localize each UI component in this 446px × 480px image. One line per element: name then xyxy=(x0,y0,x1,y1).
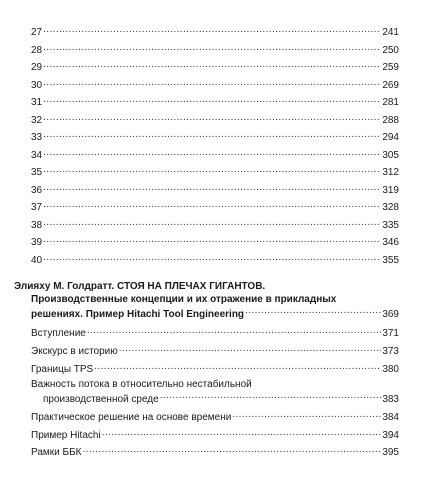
toc-entry-intro xyxy=(31,326,399,340)
chapter-number: 37 xyxy=(31,202,43,213)
entry-label: Экскурс в историю xyxy=(31,346,118,357)
page-number: 346 xyxy=(382,237,399,248)
page-number: 312 xyxy=(382,167,399,178)
toc-entry-28 xyxy=(31,43,399,57)
page-number: 373 xyxy=(382,346,399,357)
chapter-number: 32 xyxy=(31,114,43,126)
entry-label: производственной среде xyxy=(43,393,159,405)
chapter-number: 35 xyxy=(31,167,43,178)
dot-leader xyxy=(43,113,381,123)
section-heading: Элияху М. Голдратт. СТОЯ НА ПЛЕЧАХ ГИГАНТОВ. xyxy=(14,281,266,292)
page-number: 355 xyxy=(382,254,399,266)
chapter-number: 27 xyxy=(31,27,43,38)
dot-leader xyxy=(43,253,381,263)
chapter-number: 39 xyxy=(31,237,43,248)
subtitle-line: Производственные концепции и их отражение в прикладных xyxy=(31,294,337,305)
dot-leader xyxy=(43,25,381,35)
entry-label: Практическое решение на основе времени xyxy=(31,412,232,423)
chapter-number: 29 xyxy=(31,62,43,73)
dot-leader xyxy=(82,445,381,455)
chapter-number: 30 xyxy=(31,79,43,91)
dot-leader xyxy=(43,60,381,70)
page-number: 383 xyxy=(382,393,399,405)
dot-leader xyxy=(43,148,381,158)
page-number: 305 xyxy=(382,149,399,161)
dot-leader xyxy=(43,235,381,245)
toc-entry-35 xyxy=(31,165,399,179)
chapter-number: 40 xyxy=(31,254,43,266)
dot-leader xyxy=(43,218,381,228)
toc-entry-flow xyxy=(31,379,399,406)
subtitle-line: решениях. Пример Hitachi Tool Engineering xyxy=(31,308,245,320)
page-number: 395 xyxy=(382,447,399,458)
page-number: 384 xyxy=(382,412,399,423)
entry-continuation xyxy=(31,392,399,407)
chapter-number: 38 xyxy=(31,219,43,231)
dot-leader xyxy=(43,78,381,88)
toc-entry-history xyxy=(31,344,399,358)
toc-entry-36 xyxy=(31,183,399,197)
page-number: 371 xyxy=(382,328,399,339)
page-number: 281 xyxy=(382,97,399,108)
toc-entry-hitachi xyxy=(31,428,399,442)
dot-leader xyxy=(87,326,381,336)
entry-label: Вступление xyxy=(31,328,86,339)
page-number: 269 xyxy=(382,79,399,91)
page-number: 288 xyxy=(382,114,399,126)
toc-entry-bbk xyxy=(31,445,399,459)
page-number: 328 xyxy=(382,202,399,213)
entry-label: Границы TPS xyxy=(31,364,94,375)
toc-entry-38 xyxy=(31,218,399,232)
dot-leader xyxy=(94,362,381,372)
chapter-number: 33 xyxy=(31,132,43,143)
page-number: 259 xyxy=(382,62,399,73)
entry-label: Пример Hitachi xyxy=(31,430,101,441)
toc-entry-40 xyxy=(31,253,399,267)
toc-entry-32 xyxy=(31,113,399,127)
toc-entry-27 xyxy=(31,25,399,39)
chapter-number: 28 xyxy=(31,44,43,56)
chapter-number: 31 xyxy=(31,97,43,108)
subtitle-entry xyxy=(31,307,399,322)
page-number: 294 xyxy=(382,132,399,143)
dot-leader xyxy=(43,95,381,105)
page-number: 241 xyxy=(382,27,399,38)
page-number: 394 xyxy=(382,430,399,441)
dot-leader xyxy=(43,165,381,175)
toc-entry-33 xyxy=(31,130,399,144)
toc-entry-practical xyxy=(31,410,399,424)
entry-label: Важность потока в относительно нестабильной xyxy=(31,379,252,390)
toc-entry-29 xyxy=(31,60,399,74)
dot-leader xyxy=(43,200,381,210)
page-number: 335 xyxy=(382,219,399,231)
dot-leader xyxy=(43,130,381,140)
page-number: 319 xyxy=(382,184,399,196)
toc-entry-37 xyxy=(31,200,399,214)
dot-leader xyxy=(43,183,381,193)
toc-entry-39 xyxy=(31,235,399,249)
chapter-number: 34 xyxy=(31,149,43,161)
toc-entry-34 xyxy=(31,148,399,162)
toc-entry-30 xyxy=(31,78,399,92)
page-number: 369 xyxy=(382,308,399,320)
toc-entry-31 xyxy=(31,95,399,109)
section-subtitle xyxy=(31,294,399,321)
dot-leader xyxy=(43,43,381,53)
page-number: 250 xyxy=(382,44,399,56)
dot-leader xyxy=(102,428,382,438)
chapter-number: 36 xyxy=(31,184,43,196)
dot-leader xyxy=(245,307,381,317)
dot-leader xyxy=(160,392,382,402)
entry-label: Рамки ББК xyxy=(31,447,82,458)
page-number: 380 xyxy=(382,364,399,375)
dot-leader xyxy=(232,410,381,420)
dot-leader xyxy=(119,344,382,354)
toc-entry-tps xyxy=(31,362,399,376)
